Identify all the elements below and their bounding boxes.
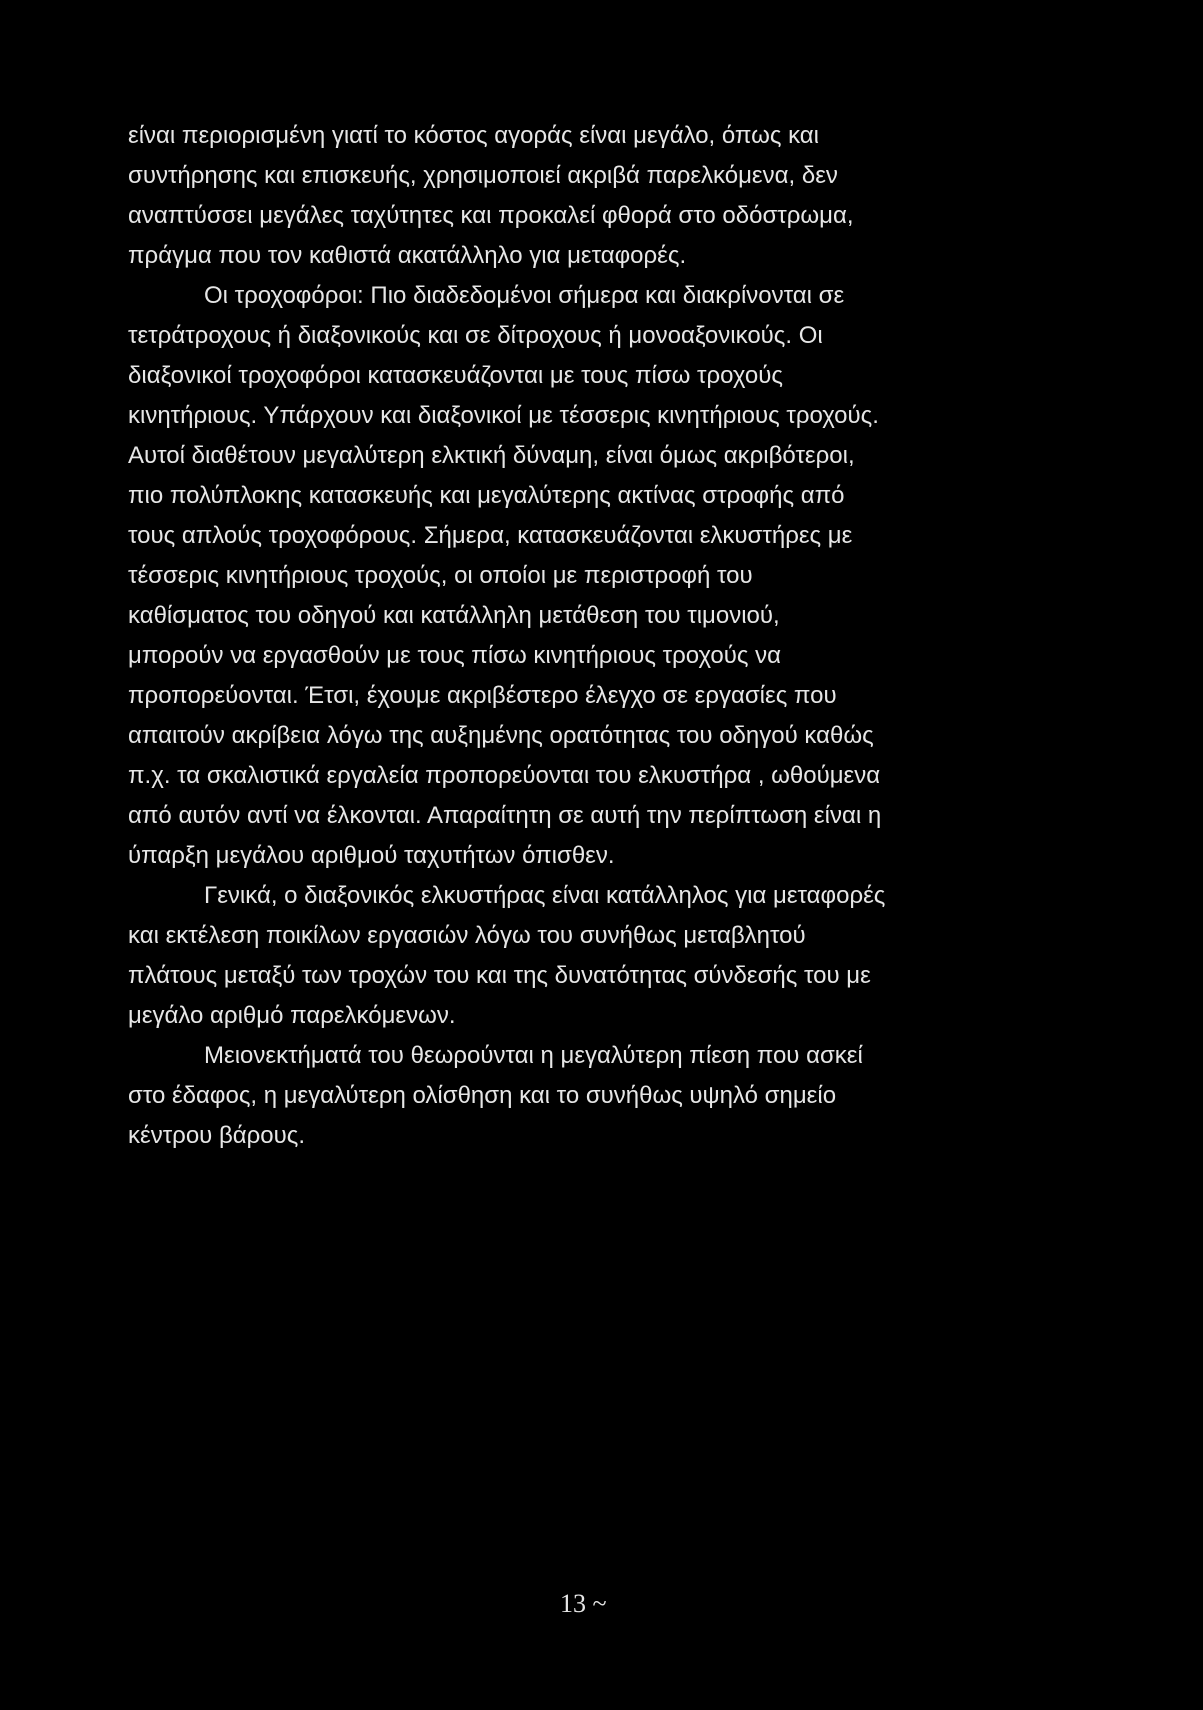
text-line: είναι περιορισμένη γιατί το κόστος αγοράς είναι μεγάλο, όπως και: [128, 122, 819, 149]
page-number: 13 ~: [560, 1589, 607, 1618]
text-line: π.χ. τα σκαλιστικά εργαλεία προπορεύονται του ελκυστήρα , ωθούμενα: [128, 762, 881, 789]
text-line: κινητήριους. Υπάρχουν και διαξονικοί με τέσσερις κινητήριους τροχούς.: [128, 402, 879, 429]
text-line: διαξονικοί τροχοφόροι κατασκευάζονται με τους πίσω τροχούς: [128, 362, 783, 389]
text-line: ύπαρξη μεγάλου αριθμού ταχυτήτων όπισθεν.: [128, 842, 615, 869]
text-line: προπορεύονται. Έτσι, έχουμε ακριβέστερο έλεγχο σε εργασίες που: [128, 682, 837, 709]
text-line: τετράτροχους ή διαξονικούς και σε δίτροχους ή μονοαξονικούς. Οι: [128, 322, 823, 349]
paragraph-start-line: Μειονεκτήματά του θεωρούνται η μεγαλύτερη πίεση που ασκεί: [204, 1042, 863, 1069]
text-line: συντήρησης και επισκευής, χρησιμοποιεί ακριβά παρελκόμενα, δεν: [128, 162, 838, 189]
text-line: από αυτόν αντί να έλκονται. Απαραίτητη σε αυτή την περίπτωση είναι η: [128, 802, 882, 829]
text-line: απαιτούν ακρίβεια λόγω της αυξημένης ορατότητας του οδηγού καθώς: [128, 722, 874, 749]
text-line: Αυτοί διαθέτουν μεγαλύτερη ελκτική δύναμη, είναι όμως ακριβότεροι,: [128, 442, 855, 469]
text-line: στο έδαφος, η μεγαλύτερη ολίσθηση και το συνήθως υψηλό σημείο: [128, 1082, 837, 1109]
text-line: κέντρου βάρους.: [128, 1122, 306, 1149]
text-line: μπορούν να εργασθούν με τους πίσω κινητήριους τροχούς να: [128, 642, 781, 669]
text-line: και εκτέλεση ποικίλων εργασιών λόγω του συνήθως μεταβλητού: [128, 922, 806, 949]
text-line: τέσσερις κινητήριους τροχούς, οι οποίοι με περιστροφή του: [128, 562, 753, 589]
text-line: πιο πολύπλοκης κατασκευής και μεγαλύτερης ακτίνας στροφής από: [128, 482, 845, 509]
text-line: πράγμα που τον καθιστά ακατάλληλο για μεταφορές.: [128, 242, 687, 269]
text-line: καθίσματος του οδηγού και κατάλληλη μετάθεση του τιμονιού,: [128, 602, 780, 629]
paragraph-start-line: Γενικά, ο διαξονικός ελκυστήρας είναι κατάλληλος για μεταφορές: [204, 882, 886, 909]
text-line: μεγάλο αριθμό παρελκόμενων.: [128, 1002, 456, 1029]
text-line: πλάτους μεταξύ των τροχών του και της δυνατότητας σύνδεσής του με: [128, 962, 871, 989]
text-line: τους απλούς τροχοφόρους. Σήμερα, κατασκευάζονται ελκυστήρες με: [128, 522, 853, 549]
text-line: αναπτύσσει μεγάλες ταχύτητες και προκαλεί φθορά στο οδόστρωμα,: [128, 202, 854, 229]
paragraph-start-line: Οι τροχοφόροι: Πιο διαδεδομένοι σήμερα και διακρίνονται σε: [204, 282, 845, 309]
